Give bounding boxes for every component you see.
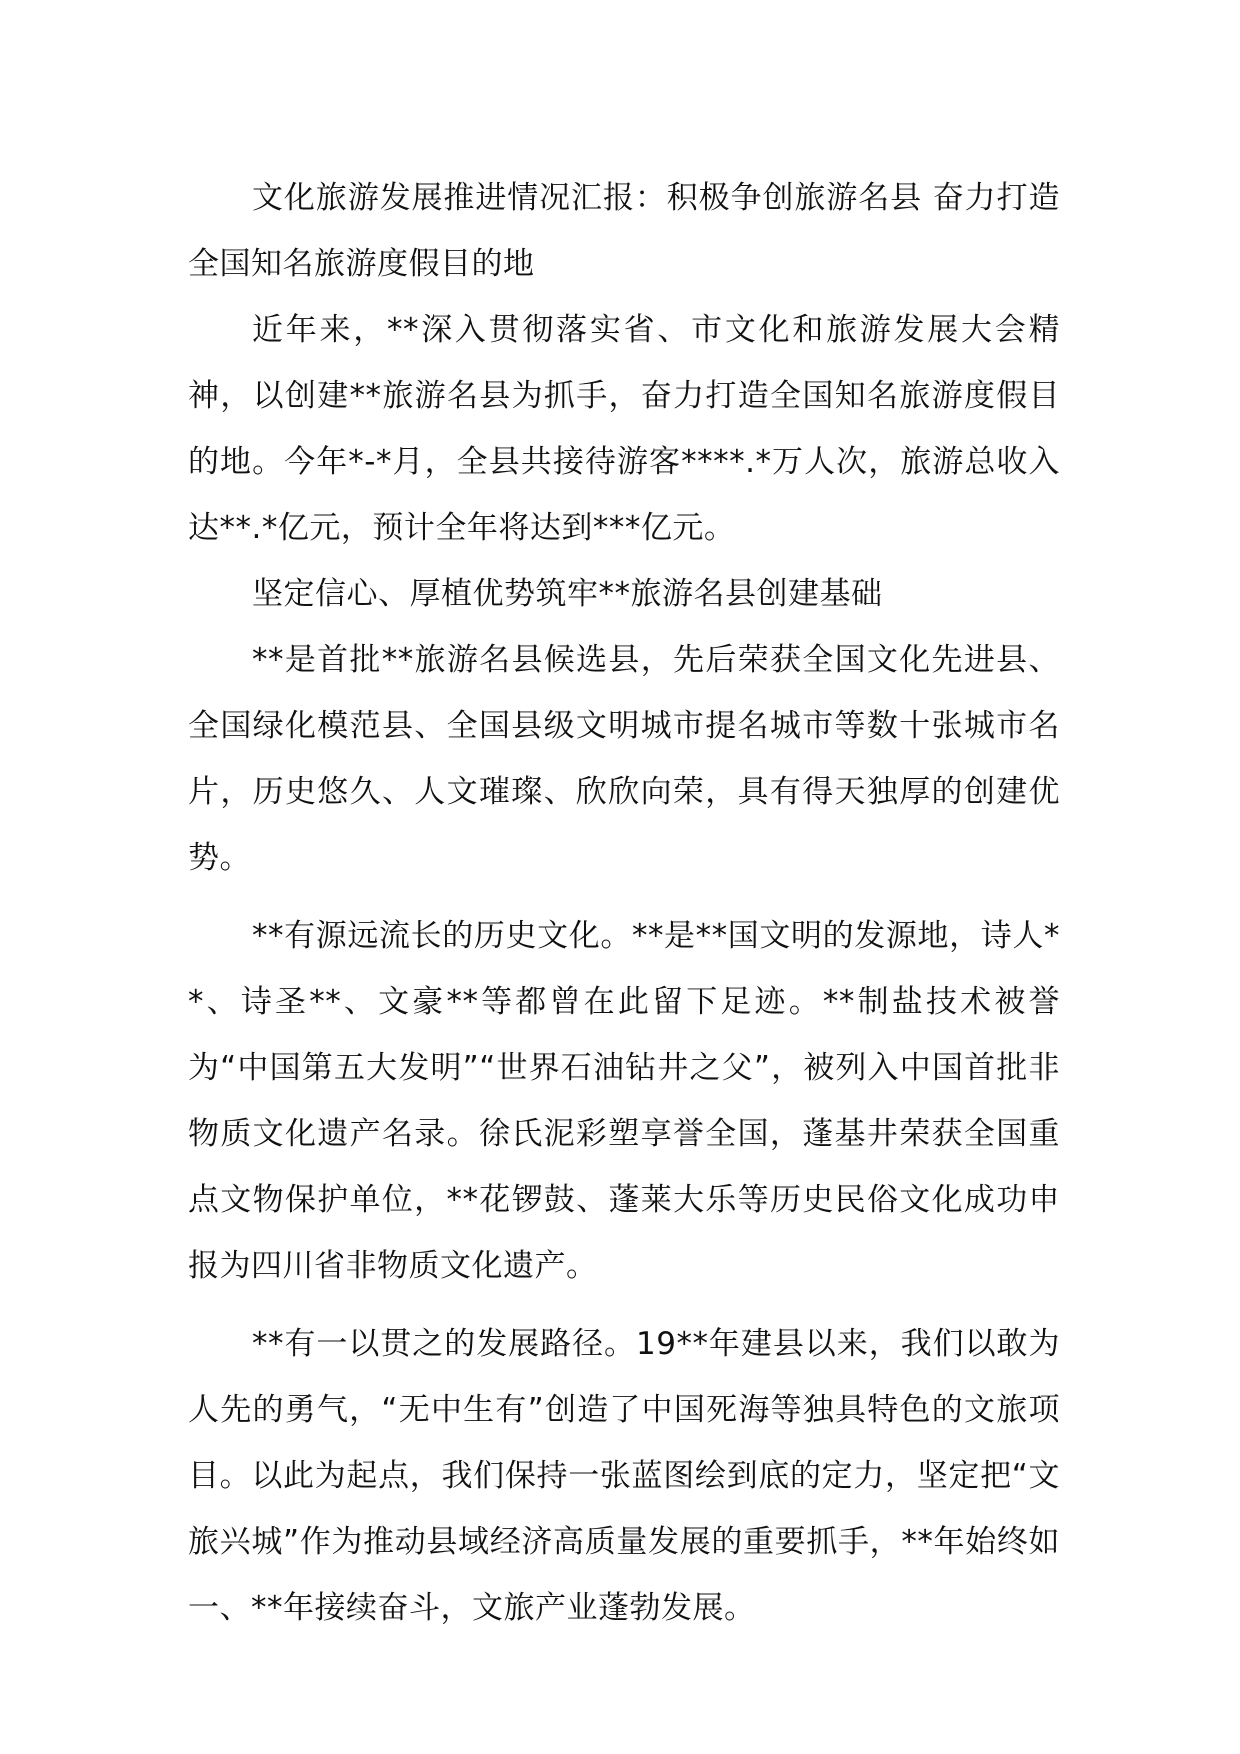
section-heading: 坚定信心、厚植优势筑牢**旅游名县创建基础	[252, 576, 883, 612]
document-title: 文化旅游发展推进情况汇报：积极争创旅游名县 奋力打造全国知名旅游度假目的地	[188, 180, 1060, 282]
document-body	[188, 165, 1060, 1641]
paragraph-history-culture: **有源远流长的历史文化。**是**国文明的发源地，诗人**、诗圣**、文豪**等都曾在此留下足迹。**制盐技术被誉为“中国第五大发明”“世界石油钻井之父”，被列入中国首批非物质文化遗产名录。徐氏泥彩塑享誉全国，蓬基井荣获全国重点文物保护单位，**花锣鼓、蓬莱大乐等历史民俗文化成功申报为四川省非物质文化遗产。	[188, 918, 1060, 1284]
paragraph-honors: **是首批**旅游名县候选县，先后荣获全国文化先进县、全国绿化模范县、全国县级文明城市提名城市等数十张城市名片，历史悠久、人文璀璨、欣欣向荣，具有得天独厚的创建优势。	[188, 642, 1060, 876]
paragraph-development-path: **有一以贯之的发展路径。19**年建县以来，我们以敢为人先的勇气，“无中生有”创造了中国死海等独具特色的文旅项目。以此为起点，我们保持一张蓝图绘到底的定力，坚定把“文旅兴城”作为推动县域经济高质量发展的重要抓手，**年始终如一、**年接续奋斗，文旅产业蓬勃发展。	[188, 1326, 1060, 1626]
paragraph-intro: 近年来，**深入贯彻落实省、市文化和旅游发展大会精神，以创建**旅游名县为抓手，奋力打造全国知名旅游度假目的地。今年*-*月，全县共接待游客****.*万人次，旅游总收入达**.*亿元，预计全年将达到***亿元。	[188, 312, 1060, 546]
